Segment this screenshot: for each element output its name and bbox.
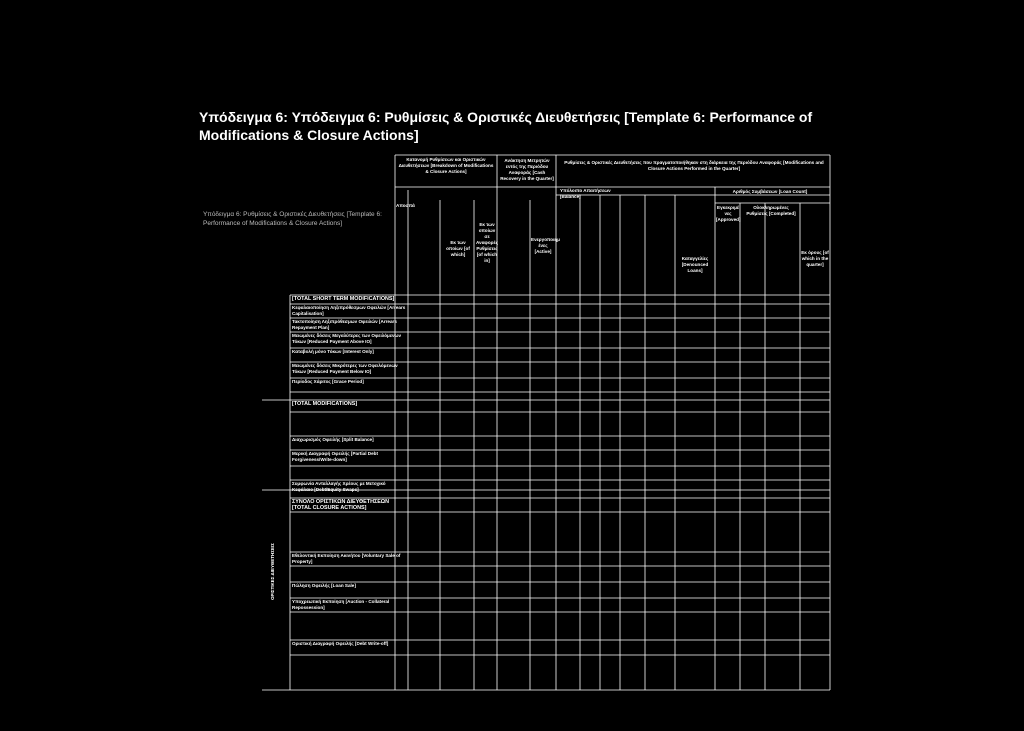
header-denounced: Καταγγελίες [Denounced Loans]: [681, 256, 709, 273]
header-approved: Εγκεκριμέ νες [Approved]: [716, 205, 741, 222]
row-label-reduced-below-io: Μειωμένες δόσεις Μικρότερες των Οφειλόμενων Τόκων [Reduced Payment Below IO]: [292, 363, 398, 374]
row-label-reduced-above-io: Μειωμένες δόσεις Μεγαλύτερες των Οφειλόμενων Τόκων [Reduced Payment Above IO]: [292, 333, 402, 344]
row-label-debt-equity-swap: Συμφωνία Ανταλλαγής Χρέους με Μετοχικό Κεφάλαιο [Debt/Equity Swaps]: [292, 481, 386, 492]
row-label-arrears-capitalisation: Κεφαλαιοποίηση Ληξιπρόθεσμων Οφειλών [Arrears Capitalisation]: [292, 305, 406, 316]
header-completed: Ολοκληρωμένες Ρυθμίσεις [Completed]: [746, 205, 796, 216]
row-label-grace-period: Περίοδος Χάριτος [Grace Period]: [292, 379, 364, 384]
row-label-loan-sale: Πώληση Οφειλής [Loan Sale]: [292, 583, 356, 588]
header-balance: Υπόλοιπο Απαιτήσεων [Balance]: [560, 188, 611, 199]
row-label-partial-write-down: Μερική Διαγραφή Οφειλής [Partial Debt Forgiveness/Write-down]: [292, 451, 378, 462]
row-label-split-balance: Διαχωρισμός Οφειλής [Split Balance]: [292, 437, 374, 442]
template-side-note: Υπόδειγμα 6: Ρυθμίσεις & Οριστικές Διευθετήσεις [Template 6: Performance of Modifications & Closure Actions]: [203, 211, 382, 227]
header-of-which: Εκ των οποίων [of which]: [446, 240, 470, 257]
page-title: Υπόδειγμα 6: Υπόδειγμα 6: Ρυθμίσεις & Οριστικές Διευθετήσεις [Template 6: Performance of Modifications & Closure Actions]: [199, 109, 813, 143]
header-in-quarter: Εκ όρους [of which in the quarter]: [801, 250, 829, 267]
header-breakdown: Κατανομή Ρυθμίσεων και Οριστικών Διευθετήσεων [Breakdown of Modifications & Closure Actions]: [398, 157, 494, 174]
header-performed: Ρυθμίσεις & Οριστικές Διευθετήσεις που πραγματοποιήθηκαν στη διάρκεια της Περιόδου Αναφοράς [Modifications and Closure Actions Performed in the Quarter]: [564, 160, 824, 171]
row-label-auction: Υποχρεωτική Εκποίηση [Auction - Collateral Repossession]: [292, 599, 390, 610]
row-label-total-closure: ΣΥΝΟΛΟ ΟΡΙΣΤΙΚΩΝ ΔΙΕΥΘΕΤΗΣΕΩΝ [TOTAL CLOSURE ACTIONS]: [292, 499, 390, 511]
row-label-total-modifications: [TOTAL MODIFICATIONS]: [292, 401, 358, 407]
row-label-voluntary-sale: Εθελοντική Εκποίηση Ακινήτου [Voluntary Sale of Property]: [292, 553, 401, 564]
header-amount: Αποσπά: [396, 203, 415, 208]
header-active: Ενεργοποιημ ένες [Active]: [531, 237, 560, 254]
header-cash-recovery: Ανάκτηση Μετρητών εντός της Περιόδου Αναφοράς [Cash Recovery in the Quarter]: [500, 158, 554, 181]
row-label-total-short-term: [TOTAL SHORT TERM MODIFICATIONS]: [292, 296, 395, 302]
row-label-debt-write-off: Οριστική Διαγραφή Οφειλής [Debt Write-off]: [292, 641, 389, 646]
header-of-which-in: Εκ των οποίων σε Αναφορές Ρυθμίσεις [of which in]: [476, 222, 498, 263]
header-loan-count: Αριθμός Συμβάσεων [Loan Count]: [732, 189, 808, 194]
section-vertical-label: ΟΡΙΣΤΙΚΕΣ ΔΙΕΥΘΕΤΗΣΕΙΣ: [270, 543, 275, 600]
row-label-arrears-repayment: Τακτοποίηση Ληξιπρόθεσμων Οφειλών [Arrears Repayment Plan]: [292, 319, 397, 330]
row-label-interest-only: Καταβολή μόνο Τόκων [Interest Only]: [292, 349, 374, 354]
